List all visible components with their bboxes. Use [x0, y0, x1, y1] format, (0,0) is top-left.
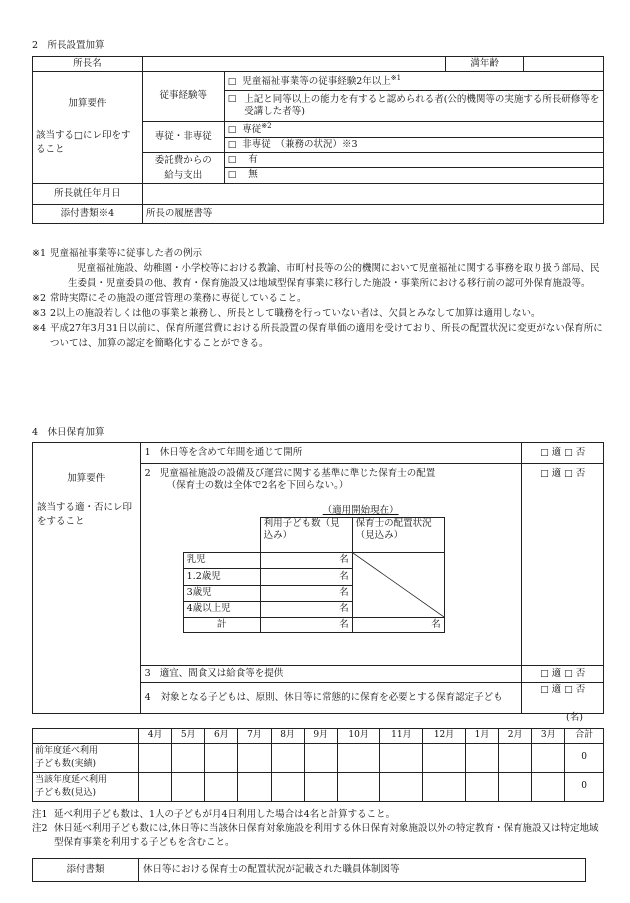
usage-cell[interactable]	[532, 743, 565, 772]
exp-option1-label: 児童福祉事業等の従事経験2年以上	[242, 75, 391, 87]
ft-option1-cell	[224, 122, 603, 138]
note-4-label: ※4	[32, 323, 47, 334]
exp-option1-cell	[224, 72, 603, 91]
exp-option2-label: 上記と同等以上の能力を有すると認められる者(公的機関等の実施する所長研修等を受講した者等)	[244, 93, 600, 117]
inner-row-unit[interactable]: 名	[260, 601, 352, 617]
item-1-check	[522, 443, 604, 464]
item-2-num: 2	[144, 468, 151, 479]
salary-label-cell	[142, 152, 224, 183]
holiday-attach-value: 休日等における保育士の配置状況が記載された職員体制図等	[139, 859, 586, 882]
note-1-label: ※1	[32, 248, 47, 259]
usage-row-label	[33, 743, 139, 772]
experience-label: 従事経験等	[142, 72, 224, 122]
note-2-text: 常時実際にその施設の運営管理の業務に専従していること。	[50, 293, 307, 304]
usage-row-label	[33, 772, 139, 801]
age-field[interactable]	[524, 57, 604, 72]
ft-option2-label: 非専従 （兼務の状況）※3	[242, 138, 358, 150]
exp-option1-mark: ※1	[390, 73, 402, 82]
month-header: 9月	[304, 729, 337, 744]
item-4-no-checkbox[interactable]: □	[564, 685, 573, 695]
item-3-yes-label: 適	[551, 667, 562, 679]
item-3-no-label: 否	[575, 667, 586, 679]
director-name-label: 所長名	[33, 57, 143, 72]
item-1-yes-checkbox[interactable]: □	[540, 447, 549, 458]
s4-note-2-text: 休日延べ利用子ども数には,休日等に当該休日保育対象施設を利用する休日保育対象施設以外の特定教育・保育施設又は特定地域型保育事業を利用する子どもを含むこと。	[54, 823, 599, 848]
usage-row-current	[33, 772, 604, 801]
section4-heading: 4 休日保育加算	[32, 427, 105, 438]
start-date-field[interactable]	[142, 183, 603, 204]
usage-cell[interactable]	[465, 743, 498, 772]
requirements-cell	[33, 72, 143, 184]
diagonal-cell	[352, 553, 444, 618]
item-4-text: 対象となる子どもは、原則、休日等に常態的に保育を必要とする保育認定子ども	[160, 691, 503, 703]
item-2-yes-label: 適	[551, 468, 562, 479]
item-2-text: 児童福祉施設の設備及び運営に関する基準に準じた保育士の配置	[159, 468, 436, 479]
s4-note-2-label: 注2	[32, 823, 48, 834]
ft-option1-checkbox[interactable]: □	[227, 125, 237, 136]
month-header: 10月	[337, 729, 380, 744]
holiday-check-instruction: 該当する適・否にレ印をすること	[37, 502, 133, 528]
holiday-item-2	[140, 464, 522, 666]
month-header: 1月	[465, 729, 498, 744]
s4-note-1	[32, 808, 604, 822]
note-1-detail	[68, 261, 604, 291]
usage-cell[interactable]	[380, 743, 423, 772]
section4-notes	[32, 808, 604, 850]
age-label: 満年齢	[446, 57, 524, 72]
usage-total: 0	[565, 772, 604, 801]
usage-row-label-line2: 子ども数(見込)	[35, 787, 97, 798]
note-4-text: 平成27年3月31日以前に、保育所運営費における所長設置の保育単価の適用を受けており、所長の配置状況に変更がない保育所については、加算の認定を簡略化することができる。	[50, 323, 603, 349]
salary-no-checkbox[interactable]: □	[227, 170, 237, 181]
item-4-check	[522, 683, 604, 714]
requirements-label: 加算要件	[68, 98, 107, 110]
inner-total-label: 計	[183, 618, 260, 633]
usage-cell[interactable]	[304, 772, 337, 801]
inner-col1-header: 利用子ども数（見込み）	[260, 518, 352, 553]
salary-label-line2: 給与支出	[164, 169, 203, 181]
staffing-table	[183, 517, 445, 633]
month-header: 5月	[172, 729, 205, 744]
check-instruction: 該当する□にレ印をすること	[36, 129, 131, 155]
usage-cell[interactable]	[172, 772, 205, 801]
ft-option1-mark: ※2	[261, 122, 272, 130]
note-1	[32, 246, 604, 261]
holiday-requirements-cell	[33, 443, 141, 714]
note-3	[32, 306, 604, 321]
director-table	[32, 56, 604, 224]
item-3-no-checkbox[interactable]: □	[564, 668, 573, 679]
month-header: 2月	[499, 729, 532, 744]
item-1-no-label: 否	[575, 446, 586, 458]
month-header: 11月	[380, 729, 423, 744]
usage-cell[interactable]	[499, 772, 532, 801]
salary-yes-cell	[224, 152, 603, 168]
holiday-item-1	[140, 443, 522, 464]
holiday-requirements-label: 加算要件	[67, 473, 106, 484]
usage-row-label-line1: 前年度延べ利用	[35, 745, 99, 756]
usage-cell[interactable]	[423, 772, 466, 801]
exp-option2-checkbox[interactable]: □	[227, 93, 237, 104]
item-2-no-label: 否	[575, 468, 586, 479]
item-1-text: 休日等を含めて年間を通じて開所	[159, 446, 303, 458]
diagonal-line	[353, 553, 444, 617]
fulltime-label: 専従・非専従	[142, 122, 224, 153]
item-3-yes-checkbox[interactable]: □	[540, 668, 549, 679]
usage-cell[interactable]	[172, 743, 205, 772]
inner-row-label: 3歳児	[183, 585, 260, 601]
usage-cell[interactable]	[532, 772, 565, 801]
item-4-yes-label: 適	[551, 684, 562, 695]
ft-option2-cell	[224, 137, 603, 152]
section2-notes	[32, 246, 604, 351]
s4-note-1-label: 注1	[32, 809, 48, 820]
salary-yes-label: 有	[248, 153, 258, 165]
month-header: 12月	[423, 729, 466, 744]
usage-row-prev	[33, 743, 604, 772]
ft-option1-label: 専従	[242, 124, 262, 136]
holiday-attach-label: 添付書類	[33, 859, 139, 882]
inner-total-staff-unit[interactable]: 名	[352, 618, 444, 633]
usage-cell[interactable]	[304, 743, 337, 772]
usage-corner	[33, 729, 139, 744]
usage-cell[interactable]	[465, 772, 498, 801]
item-4-no-label: 否	[575, 684, 586, 695]
director-name-field[interactable]	[142, 57, 445, 72]
item-4-num: 4	[144, 691, 151, 703]
exp-option1-checkbox[interactable]: □	[227, 76, 237, 87]
usage-cell[interactable]	[238, 772, 271, 801]
inner-table-caption: （適用開始現在）	[322, 504, 399, 516]
item-2-no-checkbox[interactable]: □	[564, 469, 573, 479]
month-header: 3月	[532, 729, 565, 744]
usage-cell[interactable]	[205, 772, 238, 801]
item-2-yes-checkbox[interactable]: □	[540, 469, 549, 479]
item-2-sub: （保育士の数は全体で2名を下回らない。）	[166, 480, 349, 492]
holiday-item-4	[140, 683, 522, 714]
total-header: 合計	[565, 729, 604, 744]
holiday-attach-table	[32, 858, 586, 882]
section2-heading: 2 所長設置加算	[32, 40, 105, 51]
inner-col2-header: 保育士の配置状況（見込み）	[352, 518, 444, 553]
usage-cell[interactable]	[139, 772, 172, 801]
item-1-yes-label: 適	[551, 446, 562, 458]
item-3-num: 3	[144, 667, 151, 679]
inner-row-label: 4歳以上児	[183, 601, 260, 617]
s4-note-2	[32, 822, 604, 850]
inner-row-unit[interactable]: 名	[260, 553, 352, 569]
usage-cell[interactable]	[205, 743, 238, 772]
holiday-table	[32, 442, 604, 714]
usage-table	[32, 728, 604, 802]
attach-label: 添付書類※4	[33, 204, 143, 223]
usage-cell[interactable]	[337, 772, 380, 801]
holiday-item-3	[140, 666, 522, 683]
note-3-text: 2以上の施設若しくは他の事業と兼務し、所長として職務を行っていない者は、欠員とみなして加算は適用しない。	[50, 308, 541, 319]
ft-option2-checkbox[interactable]: □	[227, 139, 237, 150]
s4-note-1-text: 延べ利用子ども数は、1人の子どもが月4日利用した場合は4名と計算すること。	[54, 809, 396, 820]
note-1-text: 児童福祉事業等に従事した者の例示	[50, 248, 203, 259]
salary-yes-checkbox[interactable]: □	[227, 154, 237, 165]
item-4-yes-checkbox[interactable]: □	[540, 685, 549, 695]
inner-row-unit[interactable]: 名	[260, 585, 352, 601]
note-4	[32, 321, 604, 351]
usage-cell[interactable]	[238, 743, 271, 772]
item-1-num: 1	[144, 446, 151, 458]
inner-row-label: 乳児	[183, 553, 260, 569]
usage-cell[interactable]	[380, 772, 423, 801]
salary-no-label: 無	[248, 169, 258, 181]
usage-cell[interactable]	[423, 743, 466, 772]
note-2-label: ※2	[32, 293, 47, 304]
salary-label-line1: 委託費からの	[154, 154, 212, 166]
usage-cell[interactable]	[139, 743, 172, 772]
item-2-check	[522, 464, 604, 666]
usage-cell[interactable]	[271, 743, 304, 772]
inner-total-unit[interactable]: 名	[260, 618, 352, 633]
inner-row-label: 1.2歳児	[183, 569, 260, 585]
month-header: 6月	[205, 729, 238, 744]
inner-corner	[183, 518, 260, 553]
usage-total: 0	[565, 743, 604, 772]
usage-row-label-line1: 当該年度延べ利用	[35, 774, 108, 785]
exp-option2-cell	[224, 91, 603, 122]
item-3-check	[522, 666, 604, 683]
note-2	[32, 291, 604, 306]
usage-cell[interactable]	[271, 772, 304, 801]
item-1-no-checkbox[interactable]: □	[564, 447, 573, 458]
salary-no-cell	[224, 168, 603, 184]
usage-header-row	[33, 729, 604, 744]
item-3-text: 適宜、間食又は給食等を提供	[159, 667, 284, 679]
month-header: 7月	[238, 729, 271, 744]
usage-row-label-line2: 子ども数(実績)	[35, 758, 97, 769]
month-header: 4月	[139, 729, 172, 744]
note-3-label: ※3	[32, 308, 47, 319]
unit-note: (名)	[566, 712, 583, 723]
usage-cell[interactable]	[499, 743, 532, 772]
attach-value: 所長の履歴書等	[142, 204, 603, 223]
month-header: 8月	[271, 729, 304, 744]
inner-row-unit[interactable]: 名	[260, 569, 352, 585]
note-1-detail-text: 児童福祉施設、幼稚園・小学校等における教諭、市町村長等の公的機関において児童福祉に関する事務を取り扱う部局、民生委員・児童委員の他、教育・保育施設又は地域型保育事業に移行した施設・事業所における移行前の認可外保育施設等。	[68, 263, 600, 289]
usage-cell[interactable]	[337, 743, 380, 772]
start-date-label: 所長就任年月日	[33, 183, 143, 204]
